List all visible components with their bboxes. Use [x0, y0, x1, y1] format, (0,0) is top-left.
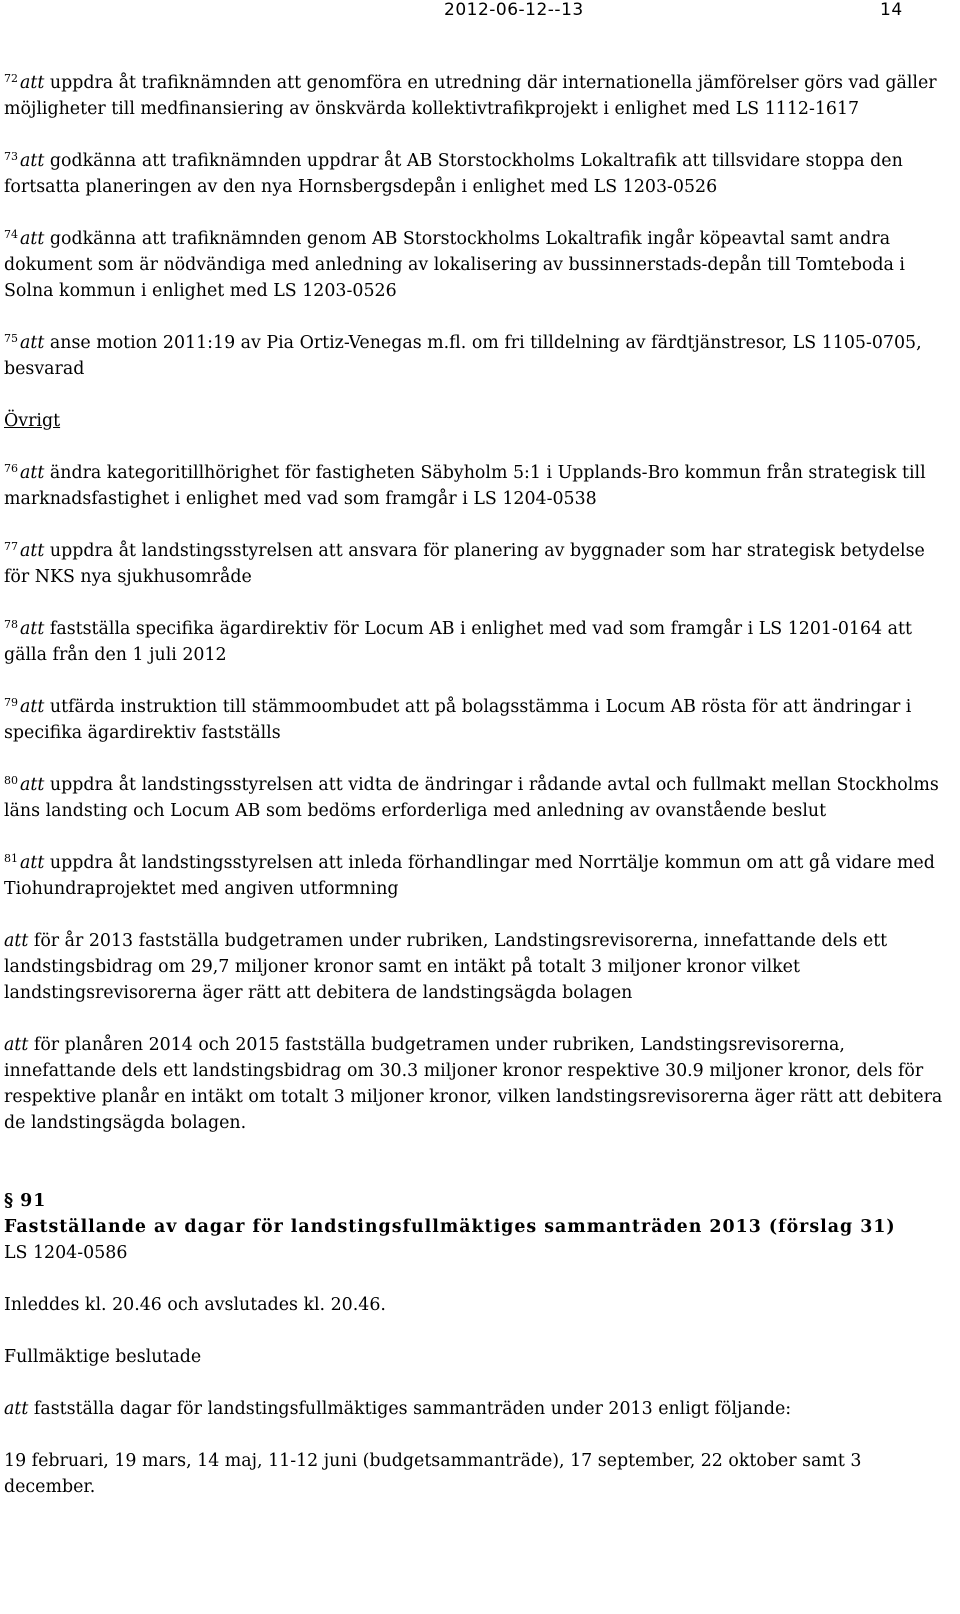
decision-item — [4, 694, 954, 746]
header-date: 2012-06-12--13 — [444, 0, 584, 20]
att-keyword: att — [20, 151, 45, 171]
item-number: 80 — [4, 774, 18, 787]
item-text: uppdra åt landstingsstyrelsen att inleda förhandlingar med Norrtälje kommun om att gå vidare med Tiohundraprojektet med angiven utformning — [4, 853, 935, 899]
decision-item — [4, 850, 954, 902]
att-keyword: att — [20, 541, 45, 561]
section-reference: LS 1204-0586 — [4, 1243, 128, 1263]
decision-text: fastställa dagar för landstingsfullmäktiges sammanträden under 2013 enligt följande: — [28, 1399, 792, 1419]
item-number: 76 — [4, 462, 18, 475]
att-keyword: att — [20, 333, 45, 353]
section-opened: Inleddes kl. 20.46 och avslutades kl. 20.46. — [4, 1295, 386, 1315]
item-number: 81 — [4, 852, 18, 865]
item-text: godkänna att trafiknämnden genom AB Storstockholms Lokaltrafik ingår köpeavtal samt andra dokument som är nödvändiga med anledning av lokalisering av bussinnerstads-depån till Tomteboda i Solna kommun i enlighet med LS 1203-0526 — [4, 229, 905, 301]
section-dates: 19 februari, 19 mars, 14 maj, 11-12 juni (budgetsammanträde), 17 september, 22 oktober samt 3 december. — [4, 1451, 862, 1497]
item-number: 72 — [4, 72, 18, 85]
page-header — [0, 0, 960, 24]
att-keyword: att — [20, 775, 45, 795]
item-number: 75 — [4, 332, 18, 345]
section-91 — [4, 1188, 954, 1500]
document-body — [4, 70, 954, 1526]
section-number — [4, 1188, 954, 1214]
item-text: godkänna att trafiknämnden uppdrar åt AB Storstockholms Lokaltrafik att tillsvidare stoppa den fortsatta planeringen av den nya Hornsbergsdepån i enlighet med LS 1203-0526 — [4, 151, 903, 197]
att-keyword: att — [4, 931, 29, 951]
section-number-text: 91 — [13, 1191, 47, 1211]
item-text: fastställa specifika ägardirektiv för Locum AB i enlighet med vad som framgår i LS 1201-0164 att gälla från den 1 juli 2012 — [4, 619, 912, 665]
att-keyword: att — [20, 619, 45, 639]
decision-item — [4, 70, 954, 122]
budget-paragraph — [4, 928, 954, 1006]
decision-item — [4, 772, 954, 824]
budget-text: för år 2013 fastställa budgetramen under rubriken, Landstingsrevisorerna, innefattande dels ett landstingsbidrag om 29,7 miljoner kronor samt en intäkt på totalt 3 miljoner kronor vilket landstingsrevisorerna äger rätt att debitera de landstingsägda bolagen — [4, 931, 888, 1003]
decision-item — [4, 330, 954, 382]
item-text: ändra kategoritillhörighet för fastigheten Säbyholm 5:1 i Upplands-Bro kommun från strategisk till marknadsfastighet i enlighet med vad som framgår i LS 1204-0538 — [4, 463, 926, 509]
item-text: uppdra åt landstingsstyrelsen att vidta de ändringar i rådande avtal och fullmakt mellan Stockholms läns landsting och Locum AB som bedöms erforderliga med anledning av ovanstående beslut — [4, 775, 939, 821]
item-text: uppdra åt landstingsstyrelsen att ansvara för planering av byggnader som har strategisk betydelse för NKS nya sjukhusområde — [4, 541, 925, 587]
page-number: 14 — [880, 0, 903, 20]
decision-item — [4, 148, 954, 200]
item-text: utfärda instruktion till stämmoombudet att på bolagsstämma i Locum AB rösta för att ändringar i specifika ägardirektiv fastställs — [4, 697, 912, 743]
item-text: uppdra åt trafiknämnden att genomföra en utredning där internationella jämförelser görs vad gäller möjligheter till medfinansiering av önskvärda kollektivtrafikprojekt i enlighet med LS 1112-1617 — [4, 73, 937, 119]
att-keyword: att — [20, 229, 45, 249]
section-decided: Fullmäktige beslutade — [4, 1347, 202, 1367]
att-keyword: att — [20, 697, 45, 717]
budget-paragraph — [4, 1032, 954, 1136]
att-keyword: att — [20, 853, 45, 873]
att-keyword: att — [20, 463, 45, 483]
att-keyword: att — [4, 1035, 29, 1055]
item-text: anse motion 2011:19 av Pia Ortiz-Venegas m.fl. om fri tilldelning av färdtjänstresor, LS 1105-0705, besvarad — [4, 333, 922, 379]
item-number: 78 — [4, 618, 18, 631]
budget-text: för planåren 2014 och 2015 fastställa budgetramen under rubriken, Landstingsrevisorerna, innefattande dels ett landstingsbidrag om 30.3 miljoner kronor respektive 30.9 miljoner kronor, dels för respektive planår en intäkt om totalt 3 miljoner kronor, vilken landstingsrevisorerna äger rätt att debitera de landstingsägda bolagen. — [4, 1035, 943, 1133]
decision-item — [4, 226, 954, 304]
item-number: 77 — [4, 540, 18, 553]
decision-item — [4, 460, 954, 512]
att-keyword: att — [4, 1399, 29, 1419]
att-keyword: att — [20, 73, 45, 93]
section-title: Fastställande av dagar för landstingsfullmäktiges sammanträden 2013 (förslag 31) — [4, 1217, 896, 1237]
item-number: 74 — [4, 228, 18, 241]
item-number: 73 — [4, 150, 18, 163]
decision-item — [4, 616, 954, 668]
section-decision — [4, 1396, 954, 1422]
decision-item — [4, 538, 954, 590]
ovrigt-heading: Övrigt — [4, 411, 61, 431]
section-symbol: § — [4, 1191, 14, 1211]
item-number: 79 — [4, 696, 18, 709]
